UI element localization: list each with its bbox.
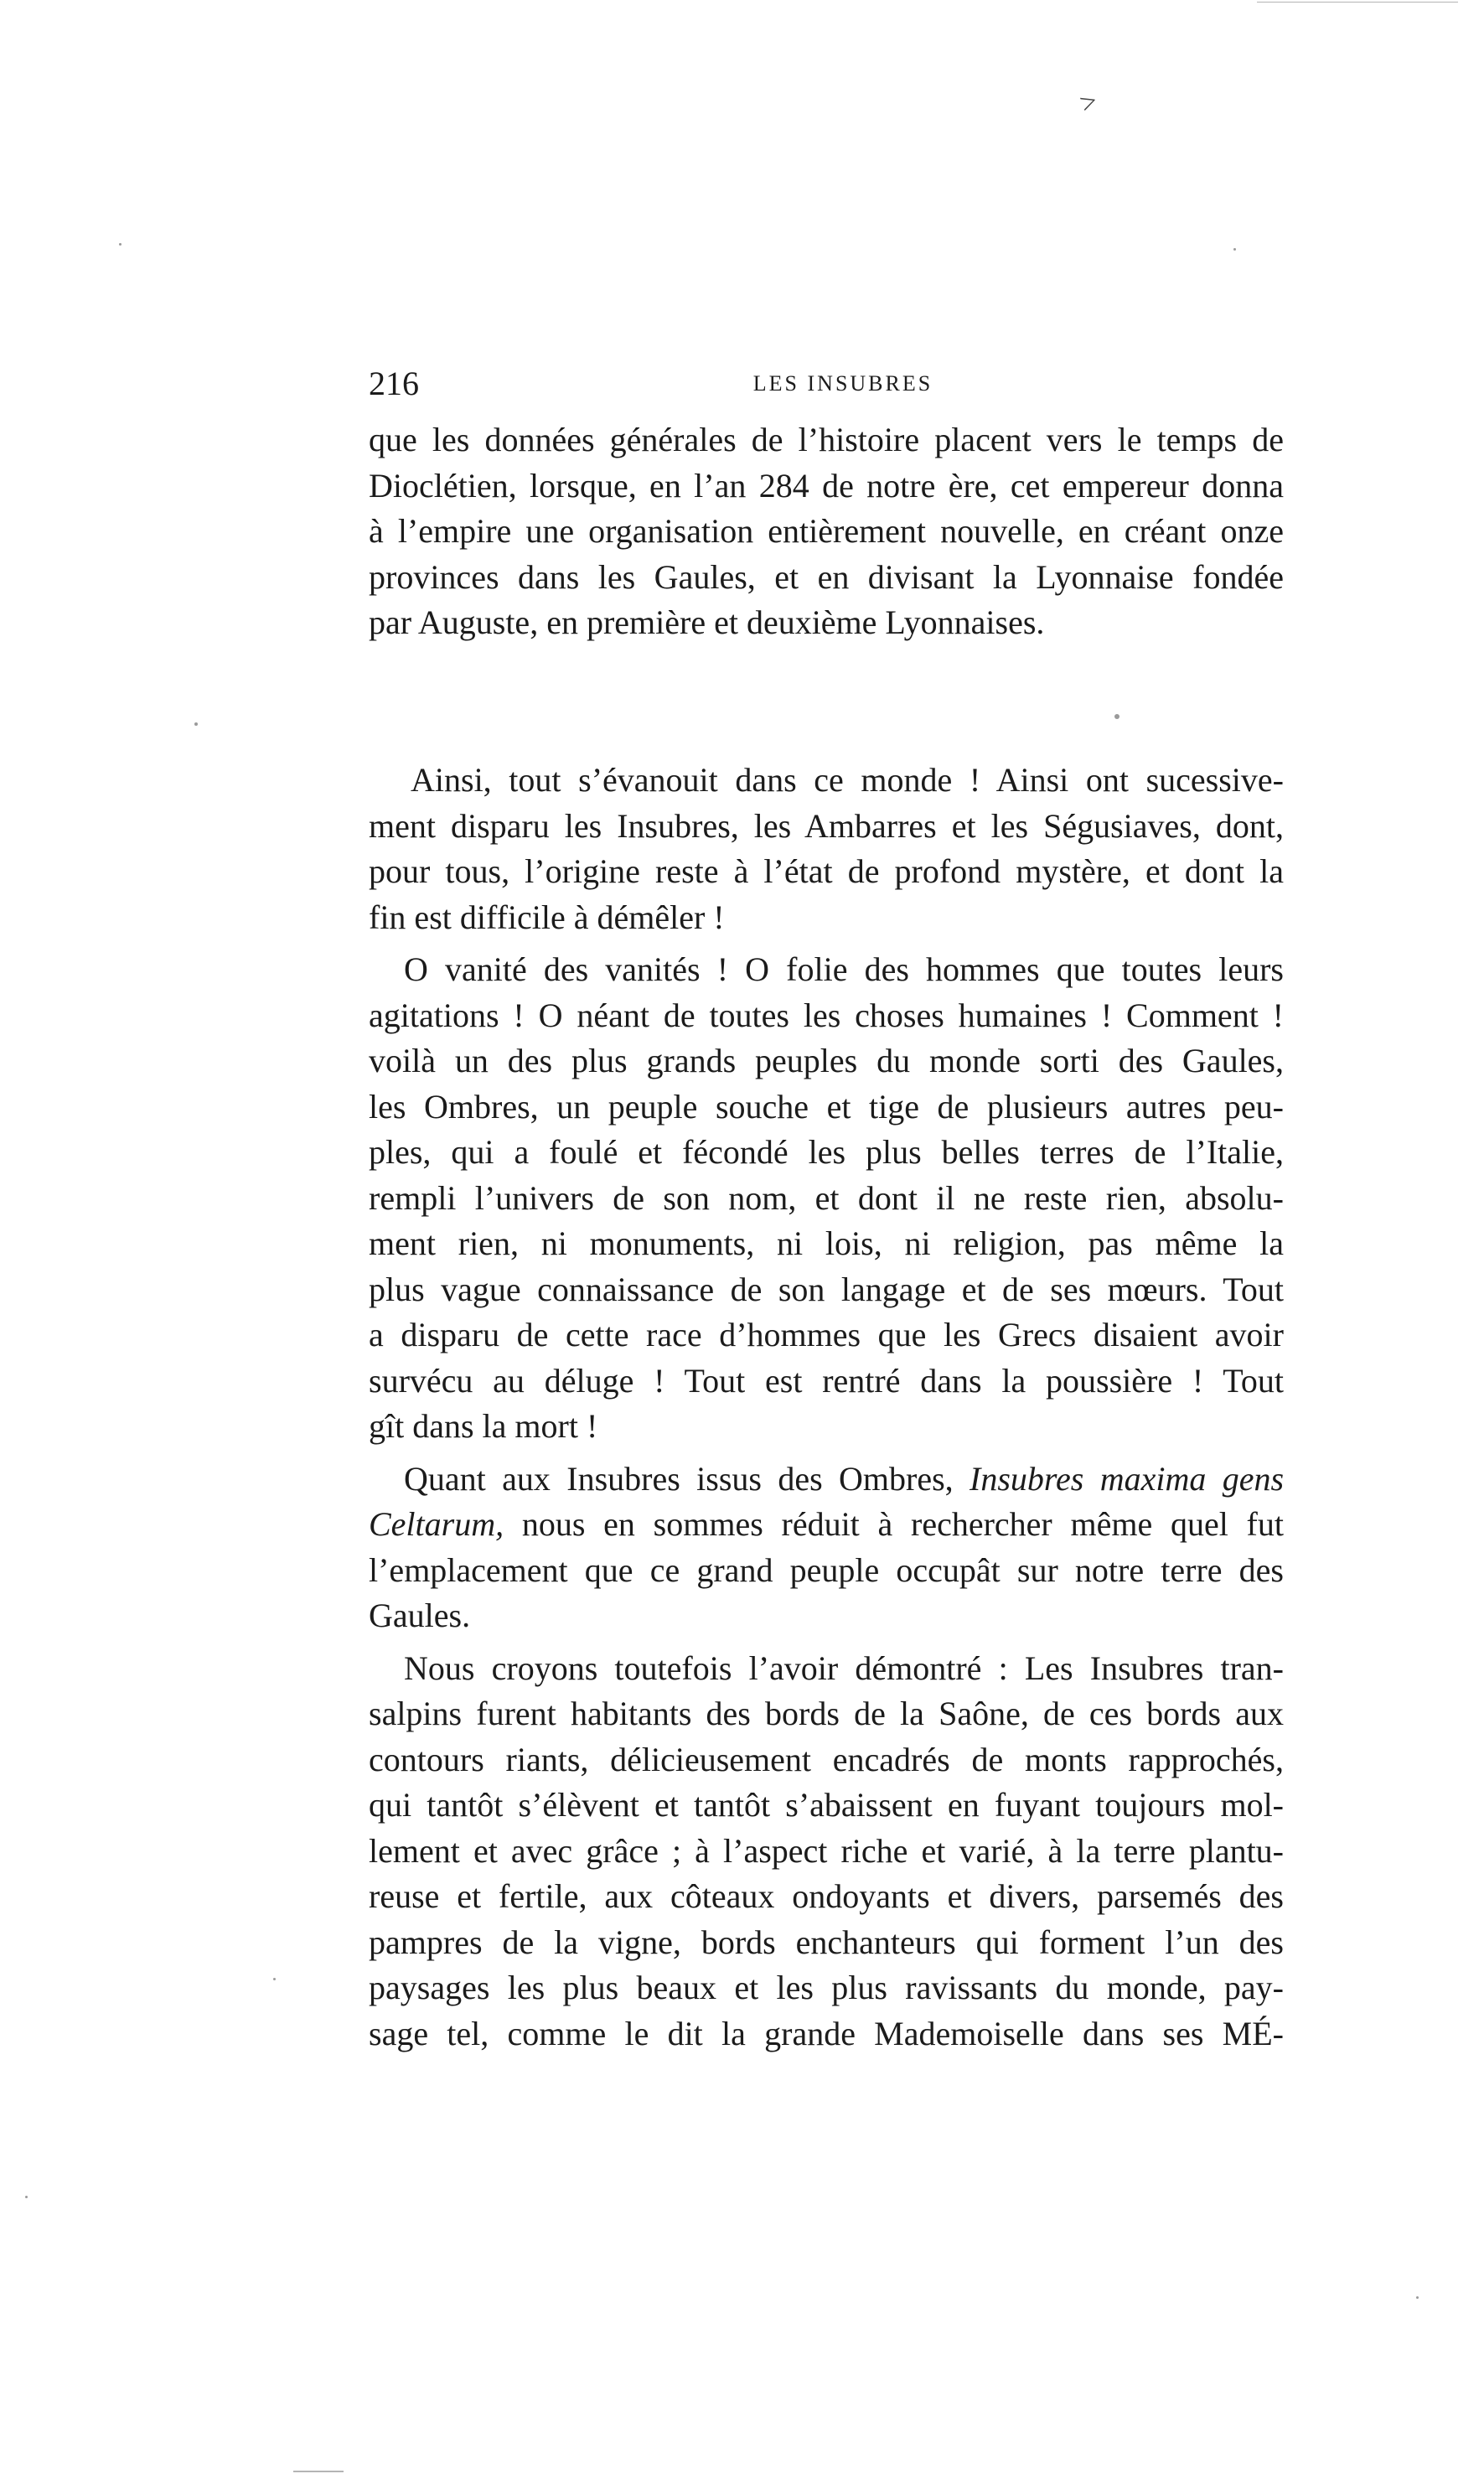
text-line: Dioclétien, lorsque, en l’an 284 de notre ère, cet empereur donna [369, 466, 1284, 505]
text-line [369, 1502, 1284, 1548]
paragraph-1 [369, 417, 1284, 646]
scan-edge-mark [293, 2471, 344, 2472]
text-line: paysages les plus beaux et les plus ravissants du monde, pay- [369, 1969, 1284, 2006]
text-line: rempli l’univers de son nom, et dont il ne reste rien, absolu- [369, 1178, 1284, 1217]
text-line: O vanité des vanités ! O folie des hommes que toutes leurs [404, 950, 1284, 988]
paragraph-3 [369, 947, 1284, 1450]
margin-pencil-mark: ˃ [1076, 85, 1102, 121]
text-line: voilà un des plus grands peuples du monde sorti des Gaules, [369, 1042, 1284, 1079]
text-line: provinces dans les Gaules, et en divisant la Lyonnaise fondée [369, 557, 1284, 596]
text-line: pour tous, l’origine reste à l’état de profond mystère, et dont la [369, 852, 1284, 890]
running-head: LES INSUBRES [752, 371, 933, 396]
main-text [369, 758, 1284, 2057]
latin-quote: Celtarum, [369, 1505, 504, 1543]
paragraph-4 [369, 1457, 1284, 1639]
text-line: lement et avec grâce ; à l’aspect riche et varié, à la terre plantu- [369, 1831, 1284, 1870]
text-line: fin est difficile à démêler ! [369, 898, 725, 936]
text-line: par Auguste, en première et deuxième Lyonnaises. [369, 603, 1045, 641]
scan-speck [1416, 2296, 1419, 2299]
text-line: ment disparu les Insubres, les Ambarres et les Ségusiaves, dont, [369, 806, 1284, 845]
text-line: l’emplacement que ce grand peuple occupât sur notre terre des [369, 1550, 1284, 1589]
paragraph-2 [369, 758, 1284, 940]
text-line: agitations ! O néant de toutes les choses humaines ! Comment ! [369, 996, 1284, 1034]
text-line: les Ombres, un peuple souche et tige de plusieurs autres peu- [369, 1087, 1284, 1126]
scan-speck [273, 1978, 276, 1980]
text-line: reuse et fertile, aux côteaux ondoyants et divers, parsemés des [369, 1877, 1284, 1915]
text-line: Nous croyons toutefois l’avoir démontré : Les Insubres tran- [404, 1648, 1284, 1687]
scan-speck [194, 722, 198, 726]
page-header [369, 359, 1284, 409]
text-line: sage tel, comme le dit la grande Mademoiselle dans ses MÉ- [369, 2014, 1284, 2052]
text-line: salpins furent habitants des bords de la Saône, de ces bords aux [369, 1695, 1284, 1732]
text-line: qui tantôt s’élèvent et tantôt s’abaissent en fuyant toujours mol- [369, 1786, 1284, 1824]
text-line: que les données générales de l’histoire placent vers le temps de [369, 421, 1284, 458]
text-line: à l’empire une organisation entièrement nouvelle, en créant onze [369, 512, 1284, 550]
latin-quote: Insubres maxima gens [970, 1459, 1285, 1498]
page-number: 216 [369, 365, 419, 402]
text-line: ment rien, ni monuments, ni lois, ni religion, pas même la [369, 1224, 1284, 1262]
text-run: Quant aux Insubres issus des Ombres, [404, 1459, 954, 1498]
text-line: ples, qui a foulé et fécondé les plus belles terres de l’Italie, [369, 1133, 1284, 1171]
text-line: contours riants, délicieusement encadrés de monts rapprochés, [369, 1740, 1284, 1778]
scan-speck [25, 2196, 28, 2198]
paragraph-5 [369, 1646, 1284, 2057]
scan-speck [1233, 248, 1236, 251]
scan-speck [1114, 714, 1119, 719]
text-line [369, 1457, 1284, 1503]
text-line: plus vague connaissance de son langage et de ses mœurs. Tout [369, 1270, 1284, 1308]
scan-edge-mark [1257, 2, 1458, 3]
text-line: gît dans la mort ! [369, 1407, 598, 1445]
text-line: Gaules. [369, 1597, 471, 1634]
text-line: survécu au déluge ! Tout est rentré dans la poussière ! Tout [369, 1361, 1284, 1400]
text-run: nous en sommes réduit à rechercher même quel fut [521, 1505, 1284, 1543]
text-line: a disparu de cette race d’hommes que les Grecs disaient avoir [369, 1316, 1284, 1353]
scan-speck [119, 243, 122, 246]
text-line: pampres de la vigne, bords enchanteurs qui forment l’un des [369, 1923, 1284, 1961]
text-line: Ainsi, tout s’évanouit dans ce monde ! Ainsi ont sucessive- [411, 761, 1284, 799]
